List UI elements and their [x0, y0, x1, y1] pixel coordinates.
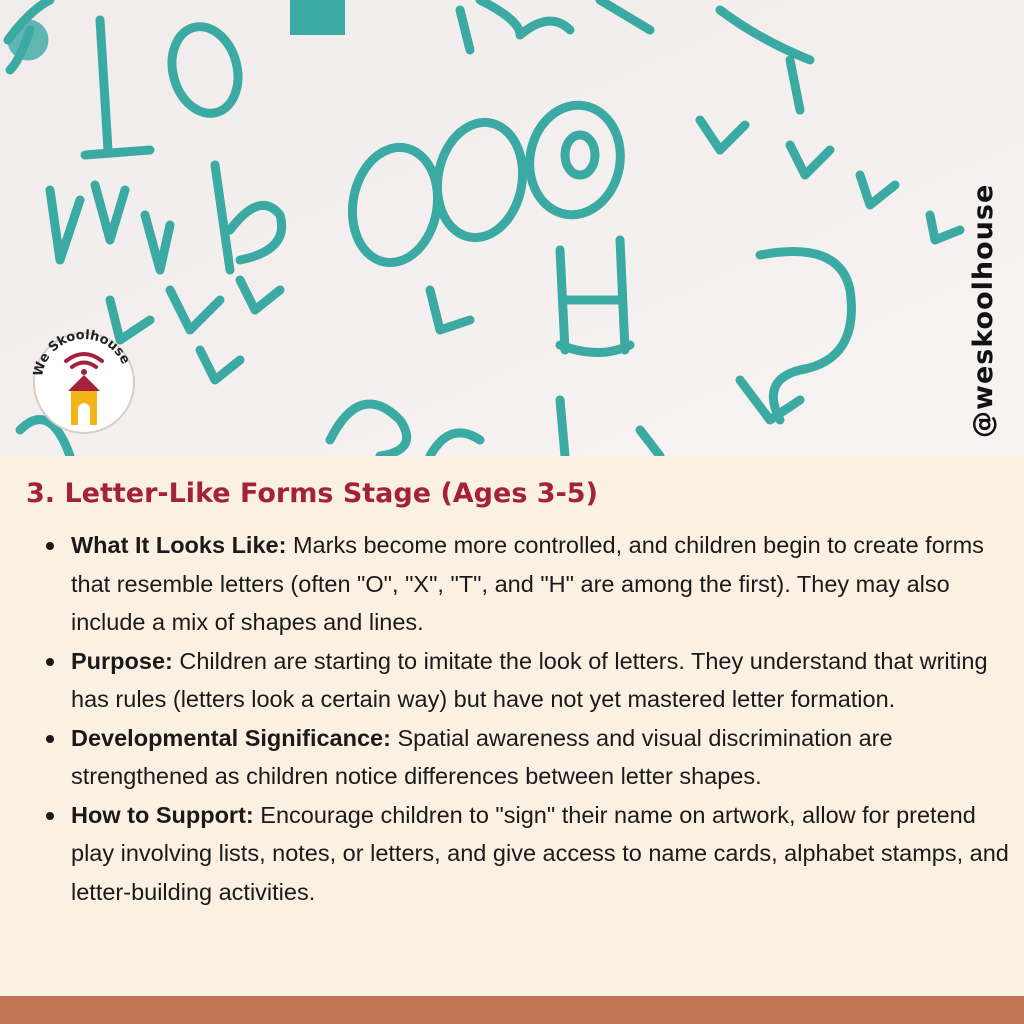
- item-label: Purpose:: [71, 647, 173, 674]
- item-text: Children are starting to imitate the look of letters. They understand that writing has rules (letters look a certain way) but have not yet mastered letter formation.: [71, 647, 988, 712]
- marker-scribbles-image: [0, 0, 1024, 456]
- footer-bar: [0, 996, 1024, 1024]
- header-photo: [0, 0, 1024, 456]
- content-panel: [0, 456, 1024, 996]
- logo-text: We Skoolhouse: [30, 327, 133, 378]
- list-item-how-to-support: [0, 796, 1010, 912]
- list-item-what-it-looks-like: [0, 526, 1010, 642]
- stage-details-list: [0, 526, 1010, 911]
- bullet-icon: [46, 735, 54, 743]
- we-skoolhouse-logo: [28, 325, 140, 437]
- item-label: Developmental Significance:: [71, 724, 391, 751]
- item-text: Marks become more controlled, and children begin to create forms that resemble letters (often "O", "X", "T", and "H" are among the first). They may also include a mix of shapes and lines.: [71, 532, 984, 635]
- item-text: Encourage children to "sign" their name on artwork, allow for pretend play involving lists, notes, or letters, and give access to name cards, alphabet stamps, and letter-building activities.: [71, 801, 1009, 905]
- item-text: Spatial awareness and visual discrimination are strengthened as children notice differences between letter shapes.: [71, 724, 893, 789]
- bullet-icon: [46, 542, 54, 550]
- item-label: What It Looks Like:: [71, 532, 287, 558]
- bullet-icon: [46, 812, 54, 820]
- item-label: How to Support:: [71, 801, 254, 828]
- social-handle: @weskoolhouse: [968, 183, 999, 438]
- bullet-icon: [46, 658, 54, 666]
- stage-title: 3. Letter-Like Forms Stage (Ages 3-5): [26, 478, 598, 509]
- list-item-developmental-significance: [0, 719, 1010, 796]
- list-item-purpose: [0, 642, 1010, 719]
